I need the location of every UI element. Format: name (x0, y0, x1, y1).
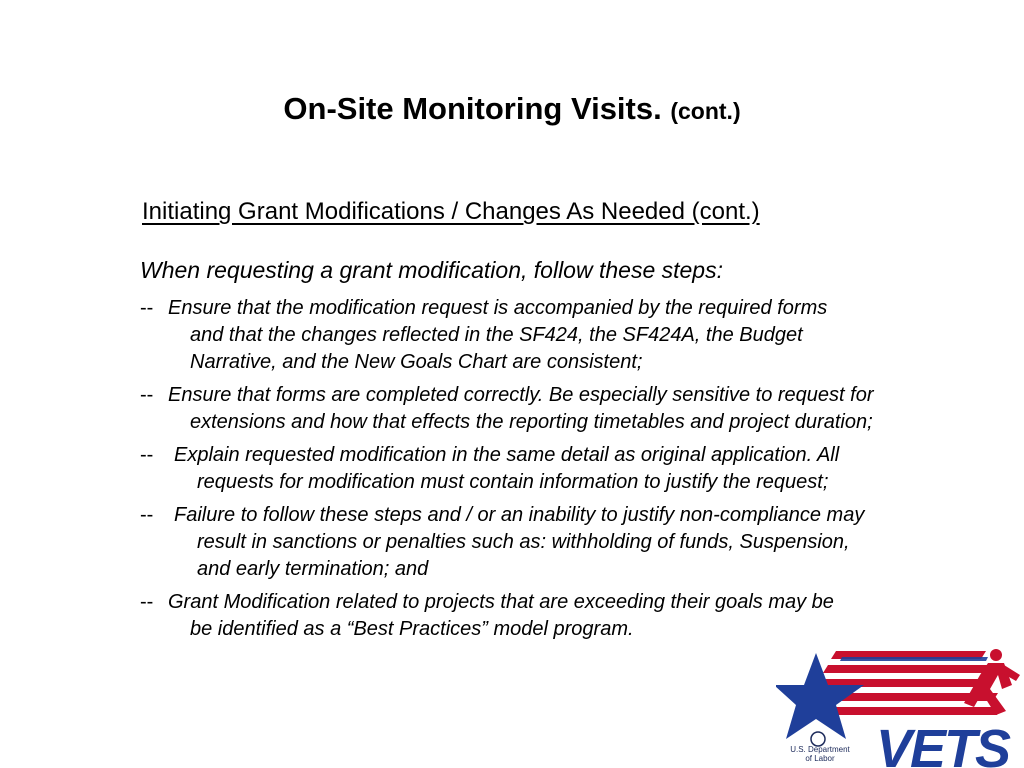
step-line: be identified as a “Best Practices” model program. (190, 618, 634, 640)
step-item (140, 502, 1000, 583)
step-item (140, 589, 1000, 643)
step-line: Narrative, and the New Goals Chart are consistent; (190, 351, 643, 373)
step-line: and early termination; and (197, 558, 429, 580)
dash-bullet: -- (140, 591, 154, 613)
slide-title-suffix: (cont.) (670, 98, 741, 124)
step-line: Failure to follow these steps and / or an inability to justify non-compliance may (174, 504, 865, 526)
dash-bullet: -- (140, 384, 154, 406)
step-line: extensions and how that effects the reporting timetables and project duration; (190, 411, 873, 433)
slide-title (0, 88, 1024, 132)
section-subtitle: Initiating Grant Modifications / Changes As Needed (cont.) (142, 198, 760, 225)
steps-list (140, 295, 1000, 649)
vets-wordmark: VETS (876, 719, 1010, 768)
slide-title-main: On-Site Monitoring Visits. (283, 91, 662, 126)
dol-seal-icon (811, 732, 825, 746)
step-line: Ensure that forms are completed correctly. Be especially sensitive to request for (168, 384, 874, 406)
dash-bullet: -- (140, 297, 154, 319)
dash-bullet: -- (140, 444, 154, 466)
step-item (140, 442, 1000, 496)
step-line: Ensure that the modification request is accompanied by the required forms (168, 297, 828, 319)
dol-label (790, 745, 850, 763)
step-line: and that the changes reflected in the SF424, the SF424A, the Budget (190, 324, 803, 346)
step-line: Grant Modification related to projects that are exceeding their goals may be (168, 591, 834, 613)
step-item (140, 295, 1000, 376)
step-line: requests for modification must contain information to justify the request; (197, 471, 829, 493)
dol-label-line2: of Labor (805, 754, 835, 763)
dol-label-line1: U.S. Department (790, 745, 850, 754)
step-item (140, 382, 1000, 436)
step-line: result in sanctions or penalties such as: withholding of funds, Suspension, (197, 531, 850, 553)
dash-bullet: -- (140, 504, 154, 526)
intro-text: When requesting a grant modification, follow these steps: (140, 257, 723, 283)
step-line: Explain requested modification in the same detail as original application. All (174, 444, 840, 466)
